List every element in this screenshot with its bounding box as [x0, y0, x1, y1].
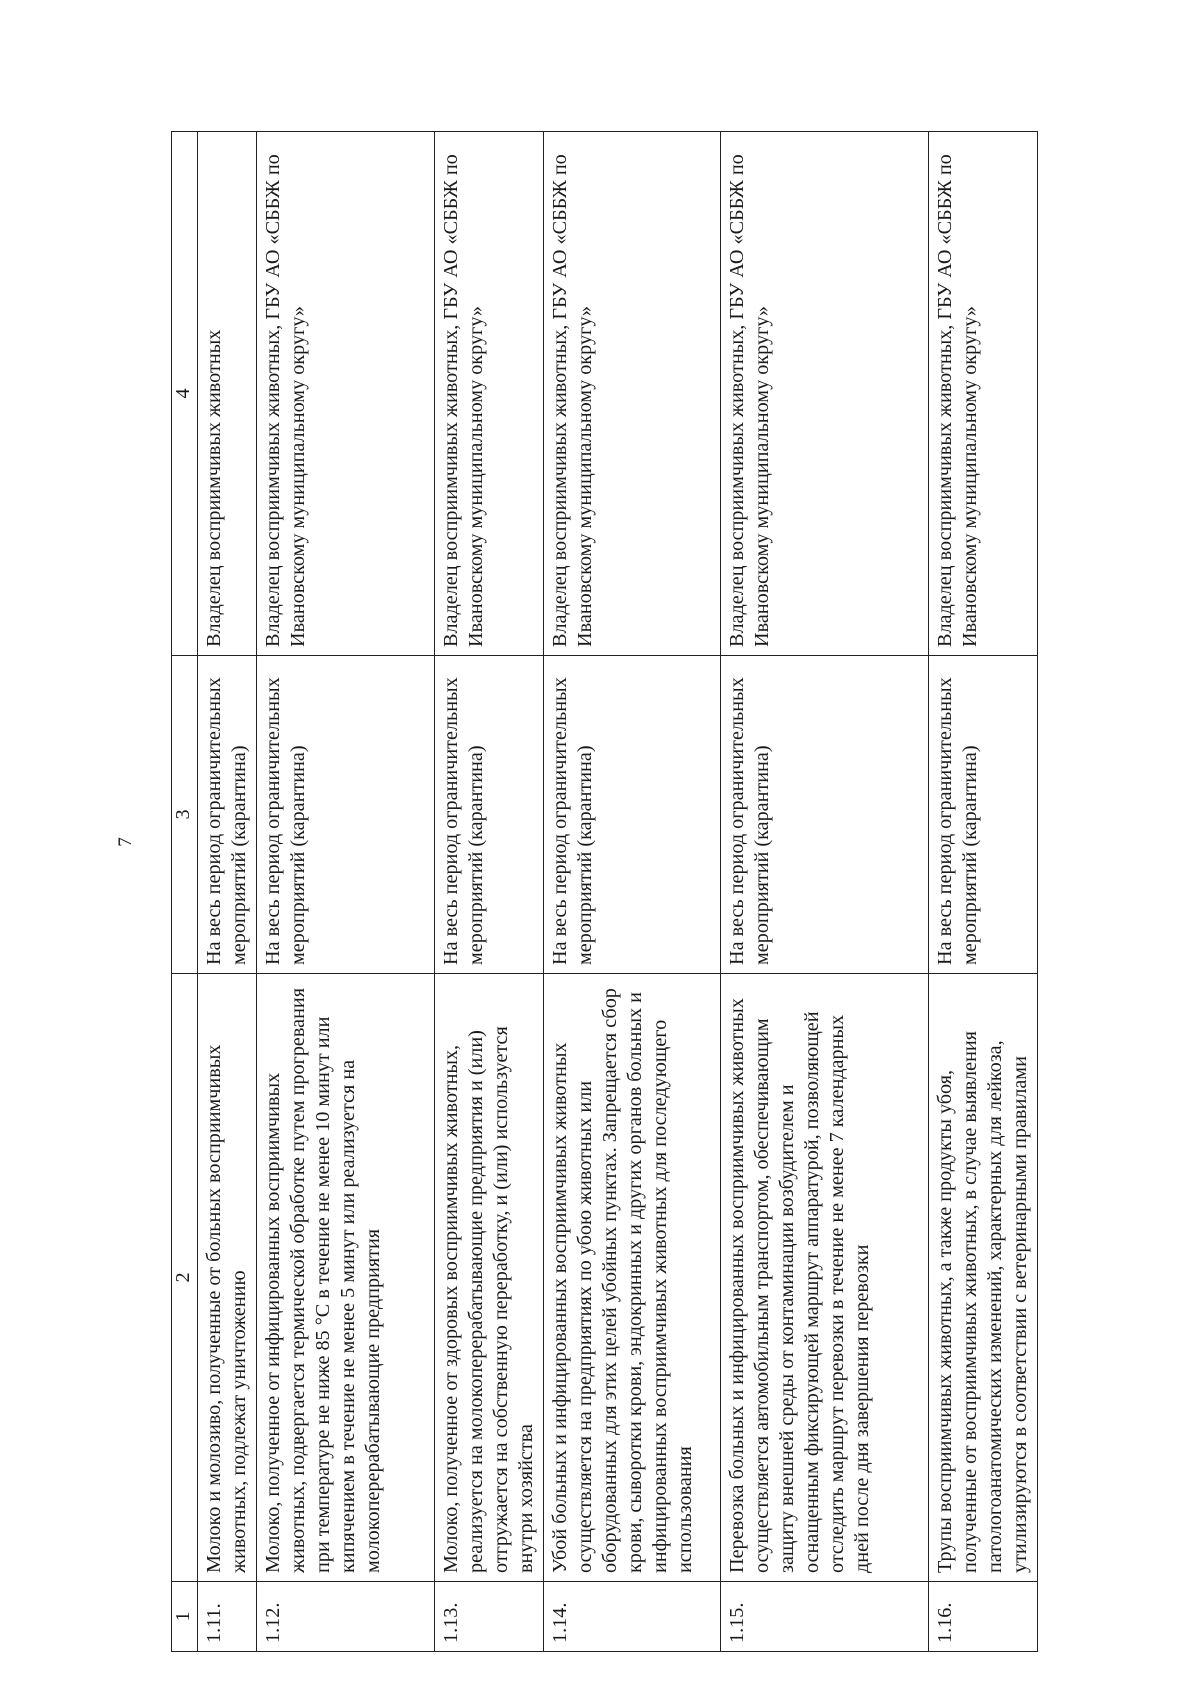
- row-number: 1.14.: [544, 1582, 721, 1652]
- table-row: [544, 132, 721, 1652]
- period-cell: На весь период ограничительных мероприятий (карантина): [198, 656, 257, 974]
- responsible-cell: Владелец восприимчивых животных, ГБУ АО «СББЖ по Ивановскому муниципальному округу»: [721, 132, 929, 656]
- row-number: 1.15.: [721, 1582, 929, 1652]
- table-row: [435, 132, 544, 1652]
- row-number: 1.12.: [257, 1582, 435, 1652]
- table-row: [929, 132, 1038, 1652]
- row-number: 1.11.: [198, 1582, 257, 1652]
- responsible-cell: Владелец восприимчивых животных: [198, 132, 257, 656]
- header-col-1: 1: [172, 1582, 198, 1652]
- table-row: [198, 132, 257, 1652]
- header-col-3: 3: [172, 656, 198, 974]
- period-cell: На весь период ограничительных мероприятий (карантина): [435, 656, 544, 974]
- period-cell: На весь период ограничительных мероприятий (карантина): [929, 656, 1038, 974]
- measure-cell: Перевозка больных и инфицированных восприимчивых животных осуществляется автомобильным транспортом, обеспечивающим защиту внешней среды от контаминации возбудителем и оснащенным фиксирующей маршрут аппаратурой, позволяющей отследить маршрут перевозки в течение не менее 7 календарных дней после дня завершения перевозки: [721, 974, 929, 1582]
- period-cell: На весь период ограничительных мероприятий (карантина): [257, 656, 435, 974]
- measure-cell: Трупы восприимчивых животных, а также продукты убоя, полученные от восприимчивых животных, в случае выявления патологоанатомических изменений, характерных для лейкоза, утилизируются в соответствии с ветеринарными правилами: [929, 974, 1038, 1582]
- measure-cell: Убой больных и инфицированных восприимчивых животных осуществляется на предприятиях по убою животных или оборудованных для этих целей убойных пунктах. Запрещается сбор крови, сыворотки крови, эндокринных и других органов больных и инфицированных восприимчивых животных для последующего использования: [544, 974, 721, 1582]
- responsible-cell: Владелец восприимчивых животных, ГБУ АО «СББЖ по Ивановскому муниципальному округу»: [435, 132, 544, 656]
- responsible-cell: Владелец восприимчивых животных, ГБУ АО «СББЖ по Ивановскому муниципальному округу»: [257, 132, 435, 656]
- header-col-2: 2: [172, 974, 198, 1582]
- rotated-table-container: [171, 132, 1031, 1652]
- header-col-4: 4: [172, 132, 198, 656]
- measure-cell: Молоко, полученное от здоровых восприимчивых животных, реализуется на молокоперерабатывающие предприятия и (или) отгружается на собственную переработку, и (или) используется внутри хозяйства: [435, 974, 544, 1582]
- row-number: 1.13.: [435, 1582, 544, 1652]
- row-number: 1.16.: [929, 1582, 1038, 1652]
- table-header-row: [172, 132, 198, 1652]
- period-cell: На весь период ограничительных мероприятий (карантина): [721, 656, 929, 974]
- responsible-cell: Владелец восприимчивых животных, ГБУ АО «СББЖ по Ивановскому муниципальному округу»: [544, 132, 721, 656]
- responsible-cell: Владелец восприимчивых животных, ГБУ АО «СББЖ по Ивановскому муниципальному округу»: [929, 132, 1038, 656]
- table-row: [721, 132, 929, 1652]
- measure-cell: Молоко, полученное от инфицированных восприимчивых животных, подвергается термической обработке путем прогревания при температуре не ниже 85 °С в течение не менее 10 минут или кипячением в течение не менее 5 минут или реализуется на молокоперерабатывающие предприятия: [257, 974, 435, 1582]
- table-row: [257, 132, 435, 1652]
- measure-cell: Молоко и молозиво, полученные от больных восприимчивых животных, подлежат уничтожению: [198, 974, 257, 1582]
- measures-table: [171, 131, 1038, 1652]
- page-number: 7: [115, 837, 136, 847]
- period-cell: На весь период ограничительных мероприятий (карантина): [544, 656, 721, 974]
